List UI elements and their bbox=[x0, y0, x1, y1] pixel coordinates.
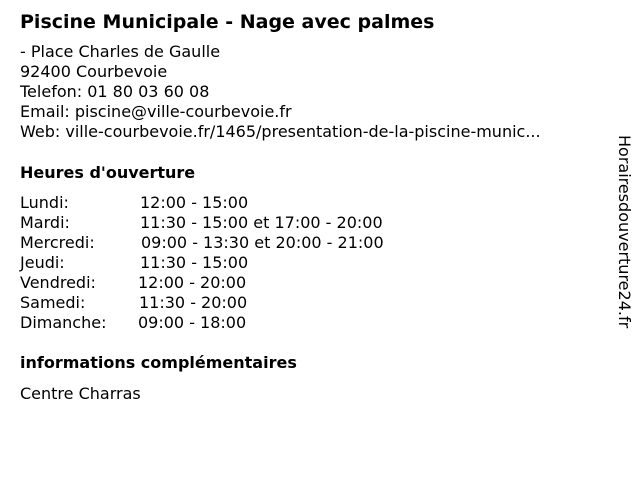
time-range: 11:30 - 20:00 bbox=[139, 293, 248, 312]
day-label: Samedi: bbox=[20, 293, 86, 312]
time-range: 09:00 - 13:30 et 20:00 - 21:00 bbox=[141, 233, 384, 252]
additional-info-heading: informations complémentaires bbox=[20, 353, 297, 372]
phone-number[interactable]: Telefon: 01 80 03 60 08 bbox=[20, 82, 210, 101]
address-street: - Place Charles de Gaulle bbox=[20, 42, 221, 61]
page-title: Piscine Municipale - Nage avec palmes bbox=[20, 11, 435, 33]
time-range: 12:00 - 15:00 bbox=[140, 193, 249, 212]
day-label: Mardi: bbox=[20, 213, 70, 232]
email-address[interactable]: Email: piscine@ville-courbevoie.fr bbox=[20, 102, 292, 121]
opening-hours-heading: Heures d'ouverture bbox=[20, 163, 196, 182]
time-range: 11:30 - 15:00 et 17:00 - 20:00 bbox=[140, 213, 383, 232]
day-label: Mercredi: bbox=[20, 233, 95, 252]
watermark-text: Horairesdouverture24.fr bbox=[615, 135, 634, 329]
address-city: 92400 Courbevoie bbox=[20, 62, 168, 81]
time-range: 11:30 - 15:00 bbox=[140, 253, 249, 272]
day-label: Lundi: bbox=[20, 193, 69, 212]
day-label: Dimanche: bbox=[20, 313, 107, 332]
website-link[interactable]: Web: ville-courbevoie.fr/1465/presentation-de-la-piscine-munic... bbox=[20, 122, 541, 141]
time-range: 12:00 - 20:00 bbox=[138, 273, 247, 292]
address-block bbox=[20, 42, 610, 142]
site-watermark bbox=[610, 135, 635, 375]
additional-info-text: Centre Charras bbox=[20, 384, 141, 403]
business-card bbox=[20, 10, 610, 403]
day-label: Vendredi: bbox=[20, 273, 96, 292]
day-label: Jeudi: bbox=[20, 253, 65, 272]
time-range: 09:00 - 18:00 bbox=[138, 313, 247, 332]
